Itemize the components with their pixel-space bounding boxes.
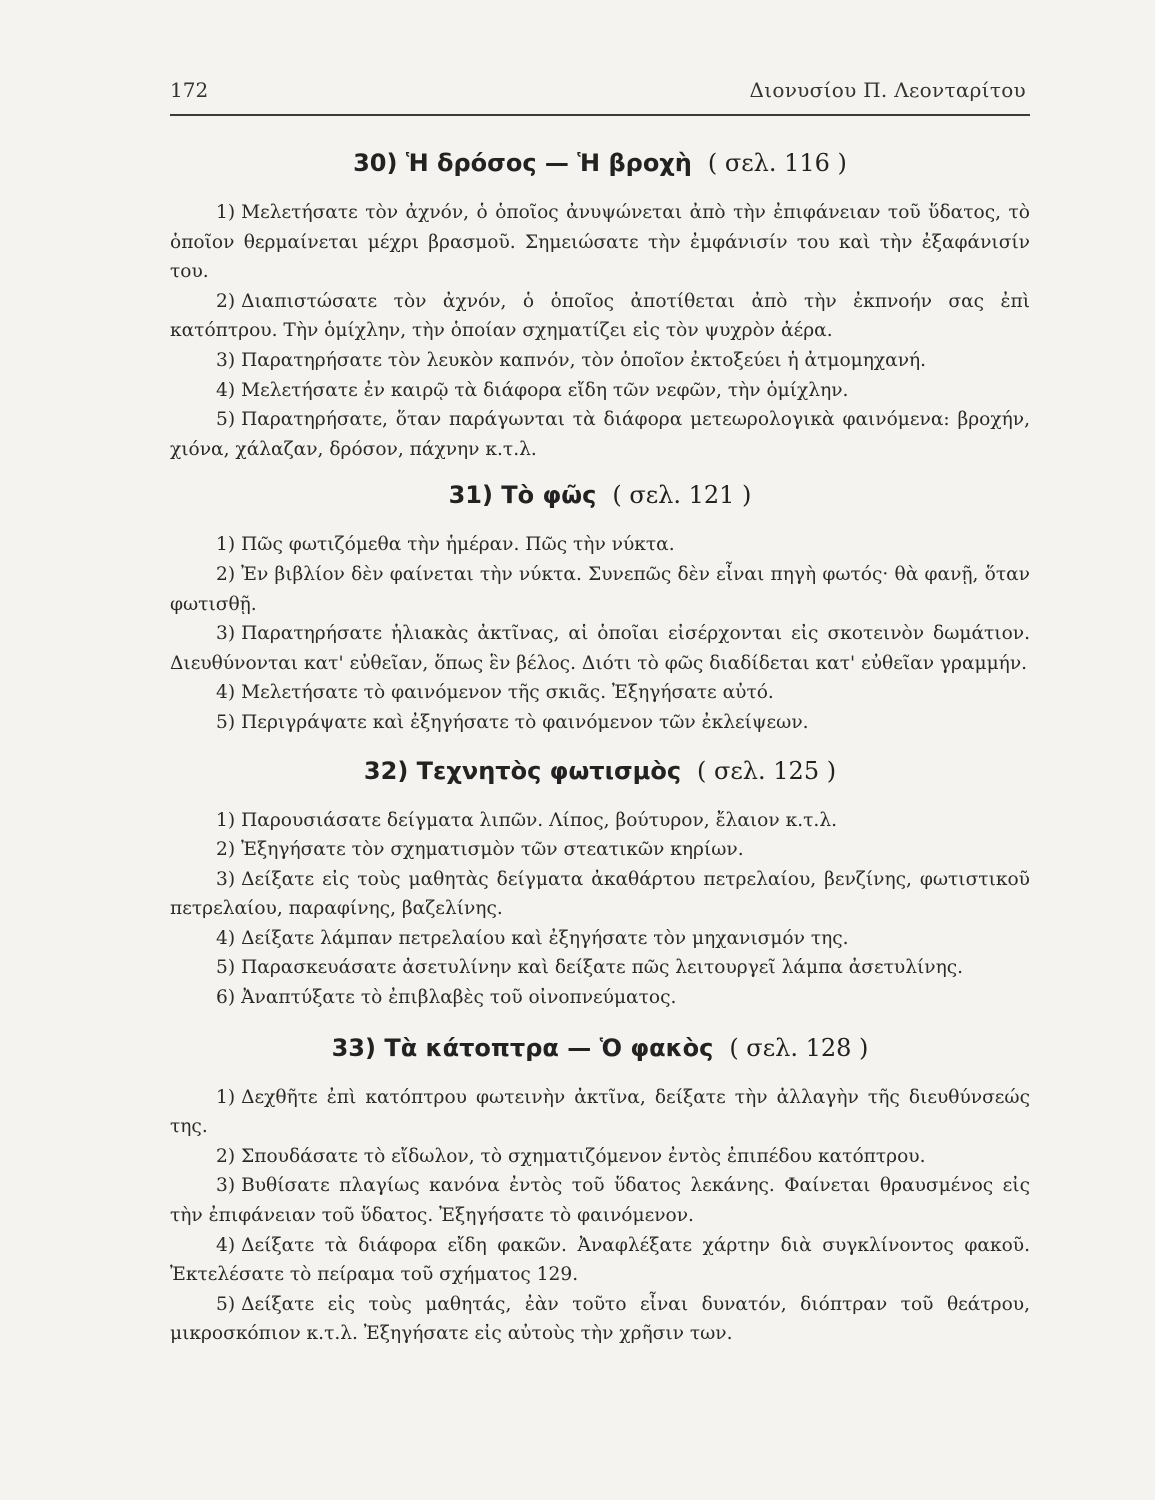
section-page-ref: ( σελ. 116 )	[707, 149, 847, 177]
running-title: Διονυσίου Π. Λεονταρίτου	[749, 78, 1026, 102]
exercise-item	[170, 1290, 1030, 1349]
item-text: Ἐξηγήσατε τὸν σχηματισμὸν τῶν στεατικῶν κηρίων.	[241, 839, 744, 861]
item-number: 2)	[216, 290, 236, 312]
item-text: Μελετήσατε ἐν καιρῷ τὰ διάφορα εἴδη τῶν νεφῶν, τὴν ὁμίχλην.	[241, 379, 849, 401]
header-rule	[170, 114, 1030, 116]
exercise-item	[170, 678, 1030, 708]
item-text: Δείξατε τὰ διάφορα εἴδη φακῶν. Ἀναφλέξατε χάρτην διὰ συγκλίνοντος φακοῦ. Ἐκτελέσατε τὸ πείραμα τοῦ σχήματος 129.	[170, 1234, 1030, 1286]
item-text: Παρατηρήσατε ἡλιακὰς ἀκτῖνας, αἱ ὁποῖαι εἰσέρχονται εἰς σκοτεινὸν δωμάτιον. Διευθύνονται κατ' εὐθεῖαν, ὅπως ἓν βέλος. Διότι τὸ φῶς διαδίδεται κατ' εὐθεῖαν γραμμήν.	[170, 623, 1030, 674]
item-text: Πῶς φωτιζόμεθα τὴν ἡμέραν. Πῶς τὴν νύκτα.	[241, 534, 675, 556]
exercise-item	[170, 1171, 1030, 1230]
item-number: 4)	[216, 682, 236, 704]
running-head	[170, 78, 1030, 108]
item-text: Παρατηρήσατε τὸν λευκὸν καπνόν, τὸν ὁποῖον ἐκτοξεύει ἡ ἀτμομηχανή.	[241, 349, 927, 371]
item-text: Παρατηρήσατε, ὅταν παράγωνται τὰ διάφορα μετεωρολογικὰ φαινόμενα: βροχήν, χιόνα, χάλαζαν, δρόσον, πάχνην κ.τ.λ.	[170, 409, 1030, 460]
item-number: 3)	[216, 349, 236, 371]
exercise-item	[170, 1142, 1030, 1172]
item-text: Μελετήσατε τὸν ἀχνόν, ὁ ὁποῖος ἀνυψώνεται ἀπὸ τὴν ἐπιφάνειαν τοῦ ὕδατος, τὸ ὁποῖον θερμαίνεται μέχρι βρασμοῦ. Σημειώσατε τὴν ἐμφάνισίν του καὶ τὴν ἐξαφάνισίν του.	[170, 202, 1030, 283]
section-33	[170, 1031, 1030, 1349]
item-number: 2)	[216, 563, 236, 585]
exercise-item	[170, 1083, 1030, 1142]
exercise-item	[170, 924, 1030, 954]
item-text: Διαπιστώσατε τὸν ἀχνόν, ὁ ὁποῖος ἀποτίθεται ἀπὸ τὴν ἐκπνοήν σας ἐπὶ κατόπτρου. Τὴν ὁμίχλην, τὴν ὁποίαν σχηματίζει εἰς τὸν ψυχρὸν ἀέρα.	[170, 290, 1030, 342]
item-number: 3)	[216, 623, 236, 645]
exercise-item	[170, 953, 1030, 983]
section-page-ref: ( σελ. 125 )	[697, 756, 837, 785]
page-content	[170, 138, 1030, 1349]
exercise-item	[170, 346, 1030, 376]
item-number: 4)	[216, 379, 236, 401]
item-number: 2)	[216, 839, 236, 861]
section-title: 33) Τὰ κάτοπτρα — Ὁ φακὸς	[331, 1033, 714, 1062]
section-32	[170, 754, 1030, 1013]
item-number: 1)	[216, 202, 236, 223]
item-number: 2)	[216, 1145, 236, 1167]
exercise-item	[170, 1231, 1030, 1290]
section-heading	[170, 1031, 1030, 1065]
exercise-item	[170, 806, 1030, 836]
item-number: 5)	[216, 409, 236, 431]
item-number: 4)	[216, 927, 236, 949]
item-number: 1)	[216, 809, 236, 831]
item-text: Μελετήσατε τὸ φαινόμενον τῆς σκιᾶς. Ἐξηγήσατε αὐτό.	[241, 682, 774, 704]
exercise-item	[170, 198, 1030, 287]
item-text: Παρασκευάσατε ἀσετυλίνην καὶ δείξατε πῶς λειτουργεῖ λάμπα ἀσετυλίνης.	[241, 957, 964, 979]
exercise-item	[170, 708, 1030, 738]
exercise-item	[170, 865, 1030, 924]
item-number: 6)	[216, 987, 236, 1009]
item-text: Δείξατε λάμπαν πετρελαίου καὶ ἐξηγήσατε τὸν μηχανισμόν της.	[241, 927, 849, 949]
section-page-ref: ( σελ. 121 )	[612, 481, 752, 510]
item-number: 3)	[216, 1175, 236, 1197]
item-text: Παρουσιάσατε δείγματα λιπῶν. Λίπος, βούτυρον, ἔλαιον κ.τ.λ.	[241, 809, 838, 831]
section-title: 30) Ἡ δρόσος — Ἡ βροχὴ	[353, 149, 692, 177]
exercise-item	[170, 560, 1030, 619]
item-number: 5)	[216, 711, 236, 733]
item-text: Δεχθῆτε ἐπὶ κατόπτρου φωτεινὴν ἀκτῖνα, δείξατε τὴν ἀλλαγὴν τῆς διευθύνσεώς της.	[170, 1086, 1030, 1138]
exercise-item	[170, 287, 1030, 346]
item-text: Ἀναπτύξατε τὸ ἐπιβλαβὲς τοῦ οἰνοπνεύματος.	[241, 987, 677, 1009]
item-text: Σπουδάσατε τὸ εἴδωλον, τὸ σχηματιζόμενον ἐντὸς ἐπιπέδου κατόπτρου.	[241, 1145, 926, 1167]
item-text: Βυθίσατε πλαγίως κανόνα ἐντὸς τοῦ ὕδατος λεκάνης. Φαίνεται θραυσμένος εἰς τὴν ἐπιφάνειαν τοῦ ὕδατος. Ἐξηγήσατε τὸ φαινόμενον.	[170, 1175, 1030, 1227]
item-number: 5)	[216, 1293, 236, 1315]
section-31	[170, 478, 1030, 737]
exercise-item	[170, 983, 1030, 1013]
item-text: Ἐν βιβλίον δὲν φαίνεται τὴν νύκτα. Συνεπῶς δὲν εἶναι πηγὴ φωτός· θὰ φανῇ, ὅταν φωτισθῇ.	[170, 563, 1030, 615]
section-title: 31) Τὸ φῶς	[448, 481, 597, 510]
item-text: Δείξατε εἰς τοὺς μαθητάς, ἐὰν τοῦτο εἶναι δυνατόν, διόπτραν τοῦ θεάτρου, μικροσκόπιον κ.τ.λ. Ἐξηγήσατε εἰς αὐτοὺς τὴν χρῆσιν των.	[170, 1293, 1030, 1345]
page-number: 172	[170, 78, 209, 102]
item-number: 1)	[216, 1086, 236, 1108]
section-heading	[170, 478, 1030, 512]
section-heading	[170, 146, 1030, 180]
exercise-item	[170, 619, 1030, 678]
item-number: 4)	[216, 1234, 236, 1256]
item-text: Περιγράψατε καὶ ἐξηγήσατε τὸ φαινόμενον τῶν ἐκλείψεων.	[241, 711, 809, 733]
item-number: 5)	[216, 957, 236, 979]
section-heading	[170, 754, 1030, 788]
item-number: 3)	[216, 868, 236, 890]
exercise-item	[170, 376, 1030, 406]
exercise-item	[170, 530, 1030, 560]
section-page-ref: ( σελ. 128 )	[729, 1033, 869, 1062]
exercise-item	[170, 405, 1030, 464]
section-title: 32) Τεχνητὸς φωτισμὸς	[363, 756, 682, 785]
item-text: Δείξατε εἰς τοὺς μαθητὰς δείγματα ἀκαθάρτου πετρελαίου, βενζίνης, φωτιστικοῦ πετρελαίου, παραφίνης, βαζελίνης.	[170, 868, 1030, 920]
item-number: 1)	[216, 534, 236, 556]
exercise-item	[170, 835, 1030, 865]
section-30	[170, 146, 1030, 464]
